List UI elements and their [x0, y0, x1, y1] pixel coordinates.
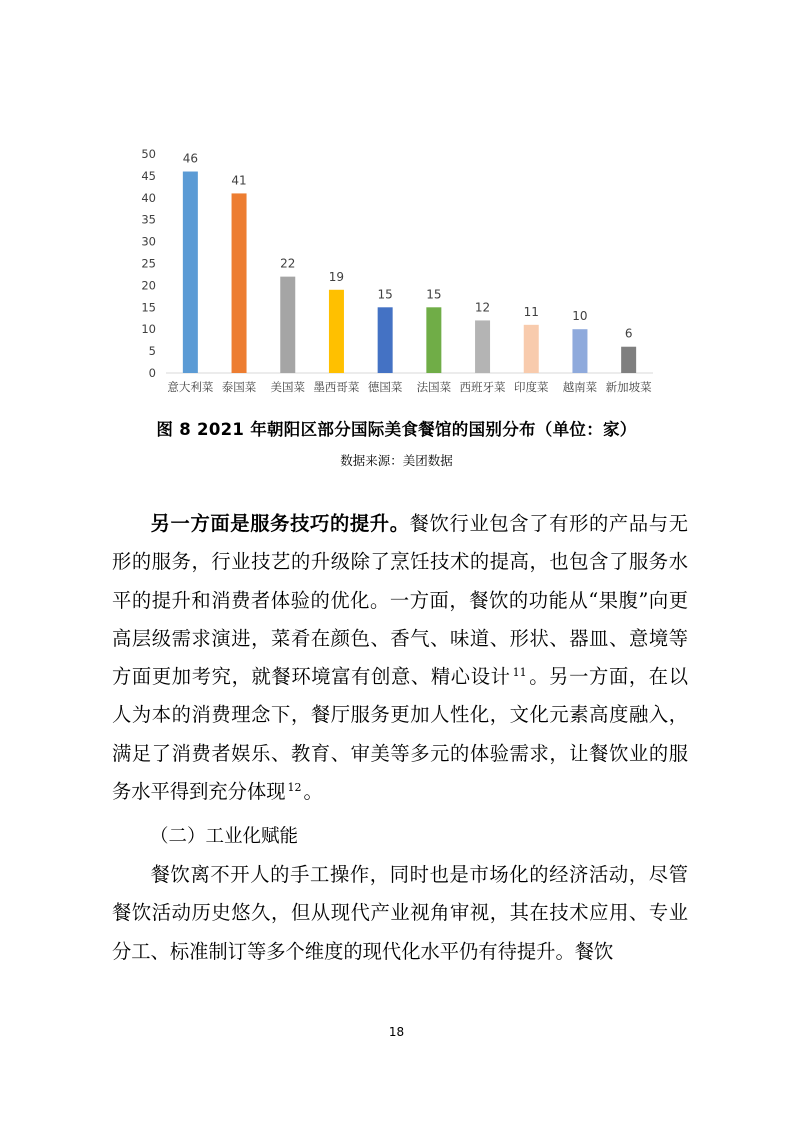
data-label: 6: [624, 326, 633, 341]
data-label: 41: [231, 173, 247, 188]
data-label: 11: [523, 304, 539, 319]
data-label: 15: [377, 287, 393, 302]
x-tick-label: 西班牙菜: [459, 380, 506, 394]
y-tick-label: 5: [148, 344, 156, 359]
paragraph-segment: 餐饮行业包含了有形的产品与无形的服务，行业技艺的升级除了烹饪技术的提高，也包含了服务水平的提升和消费者体验的优化。一方面，餐饮的功能从“果腹”向更高层级需求演进，菜肴在颜色、香气、味道、形状、器皿、意境等方面更加考究，就餐环境富有创意、精心设计: [112, 512, 688, 689]
data-label: 22: [280, 256, 296, 271]
bar: [475, 320, 490, 373]
y-tick-label: 40: [141, 190, 156, 205]
section-heading: （二）工业化赋能: [150, 826, 299, 847]
x-tick-label: 新加坡菜: [605, 380, 652, 394]
data-label: 10: [572, 309, 588, 324]
y-tick-label: 30: [141, 234, 156, 249]
figure-caption: 图 8 2021 年朝阳区部分国际美食餐馆的国别分布（单位：家）: [156, 420, 637, 439]
y-tick-label: 25: [141, 256, 156, 271]
paragraph-segment: 。: [303, 780, 323, 804]
data-label: 15: [426, 287, 442, 302]
x-tick-label: 墨西哥菜: [313, 380, 360, 394]
paragraph-service-skills: [112, 505, 688, 811]
x-tick-label: 越南菜: [562, 380, 598, 394]
citation-marker: 11: [512, 666, 527, 680]
bar: [524, 325, 539, 373]
x-tick-label: 美国菜: [270, 380, 305, 394]
bar: [280, 277, 295, 373]
y-tick-label: 50: [141, 147, 156, 161]
citation-marker: 12: [287, 781, 302, 795]
x-tick-label: 意大利菜: [167, 380, 214, 394]
page-number: 18: [388, 1025, 405, 1039]
paragraph-lead: 另一方面是服务技巧的提升。: [150, 512, 410, 535]
paragraph-text: [112, 505, 688, 811]
bar: [183, 172, 198, 373]
bar: [426, 307, 441, 373]
bar: [572, 329, 587, 373]
data-label: 46: [182, 151, 198, 166]
y-tick-label: 45: [141, 168, 156, 183]
y-tick-label: 35: [141, 212, 156, 227]
bar-chart: [0, 0, 793, 410]
paragraph-industrialization: [112, 856, 688, 971]
x-tick-label: 法国菜: [416, 380, 452, 394]
data-label: 12: [474, 300, 491, 315]
x-tick-label: 印度菜: [514, 380, 549, 394]
paragraph-text: 餐饮离不开人的手工操作，同时也是市场化的经济活动，尽管餐饮活动历史悠久，但从现代产业视角审视，其在技术应用、专业分工、标准制订等多个维度的现代化水平仍有待提升。餐饮: [112, 863, 688, 963]
y-tick-label: 10: [141, 322, 156, 337]
bar: [621, 347, 636, 373]
bar: [232, 193, 247, 373]
paragraph-segment: 。另一方面，在以人为本的消费理念下，餐厅服务更加人性化，文化元素高度融入，满足了消费者娱乐、教育、审美等多元的体验需求，让餐饮业的服务水平得到充分体现: [112, 665, 689, 804]
y-tick-label: 20: [141, 278, 156, 293]
y-tick-label: 15: [141, 300, 156, 315]
figure-source: 数据来源：美团数据: [340, 453, 453, 468]
bar: [329, 290, 344, 373]
x-tick-label: 德国菜: [367, 380, 403, 394]
data-label: 19: [328, 269, 345, 284]
x-tick-label: 泰国菜: [221, 380, 257, 394]
bar: [378, 307, 393, 373]
y-tick-label: 0: [148, 366, 156, 380]
